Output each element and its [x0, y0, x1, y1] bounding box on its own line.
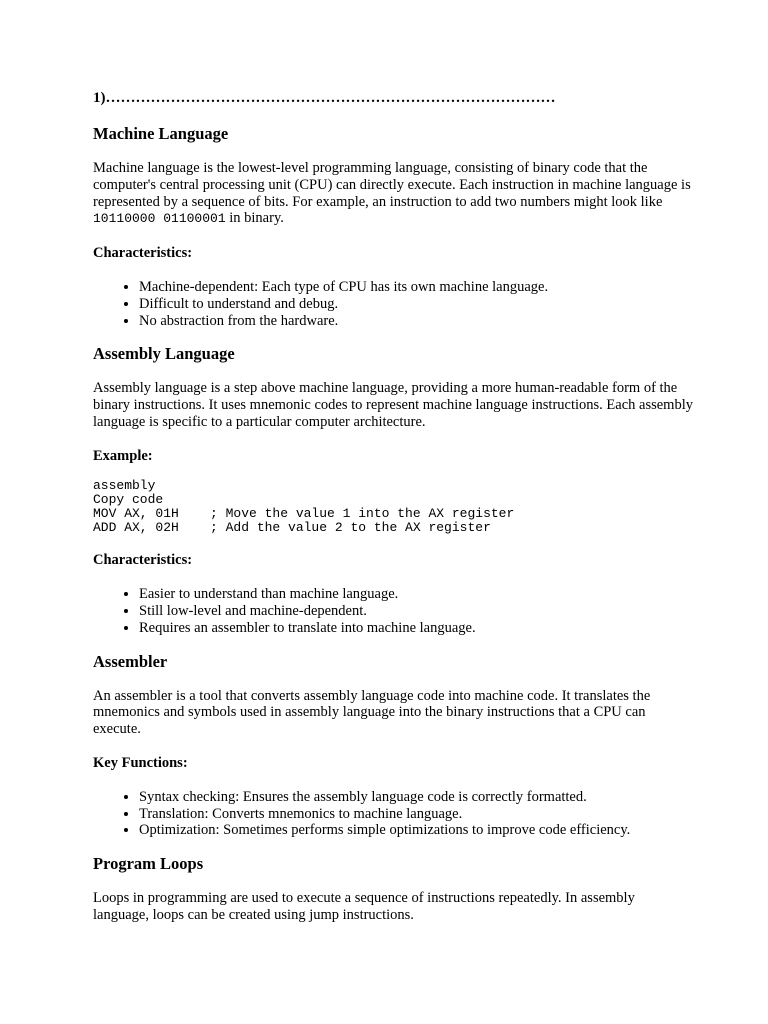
- assembly-language-intro: Assembly language is a step above machine language, providing a more human-readable form of the binary instructions. It uses mnemonic codes to represent machine language instructions. Each assembly language is specific to a particular computer architecture.: [93, 380, 693, 430]
- list-item: • Requires an assembler to translate into machine language.: [139, 620, 693, 637]
- code-language-label: assembly: [93, 477, 156, 493]
- list-item: • Optimization: Sometimes performs simple optimizations to improve code efficiency.: [139, 822, 693, 839]
- machine-language-intro-tail: in binary.: [225, 210, 284, 227]
- example-heading: Example:: [93, 447, 153, 464]
- document-content: [93, 89, 693, 924]
- copy-code-label: Copy code: [93, 491, 164, 507]
- list-item: • Easier to understand than machine language.: [139, 586, 693, 603]
- section-title-assembler: Assembler: [93, 651, 168, 671]
- section-title-assembly-language: Assembly Language: [93, 344, 235, 364]
- code-block: [93, 479, 693, 536]
- characteristics-heading-machine: Characteristics:: [93, 245, 193, 262]
- section-title-machine-language: Machine Language: [93, 124, 229, 143]
- question-number-heading: 1)………………………………………………………………………………: [93, 90, 556, 106]
- section-title-program-loops: Program Loops: [93, 854, 204, 874]
- machine-language-intro-text: Machine language is the lowest-level programming language, consisting of binary code that the computer's central processing unit (CPU) can directly execute. Each instruction in machine language is represented by a sequence of bits. For example, an instruction to add two numbers might look like: [93, 160, 691, 210]
- characteristics-heading-assembly: Characteristics:: [93, 552, 193, 569]
- machine-language-intro: [93, 160, 693, 228]
- key-functions-list: [93, 789, 693, 839]
- key-functions-heading: Key Functions:: [93, 754, 188, 771]
- list-item: • Syntax checking: Ensures the assembly language code is correctly formatted.: [139, 789, 693, 806]
- code-line: MOV AX, 01H ; Move the value 1 into the AX register: [93, 505, 515, 521]
- list-item: • Difficult to understand and debug.: [139, 296, 693, 313]
- list-item: • Machine-dependent: Each type of CPU has its own machine language.: [139, 279, 693, 296]
- binary-example-code: 10110000 01100001: [93, 211, 226, 227]
- program-loops-intro: Loops in programming are used to execute a sequence of instructions repeatedly. In assembly language, loops can be created using jump instructions.: [93, 890, 635, 923]
- code-line: ADD AX, 02H ; Add the value 2 to the AX register: [93, 520, 491, 536]
- characteristics-list-machine: [93, 279, 693, 329]
- assembler-intro: An assembler is a tool that converts assembly language code into machine code. It translates the mnemonics and symbols used in assembly language into the binary instructions that a CPU can execute.: [93, 687, 651, 738]
- list-item: • Translation: Converts mnemonics to machine language.: [139, 806, 693, 823]
- list-item: • Still low-level and machine-dependent.: [139, 603, 693, 620]
- characteristics-list-assembly: [93, 586, 693, 636]
- list-item: • No abstraction from the hardware.: [139, 313, 693, 330]
